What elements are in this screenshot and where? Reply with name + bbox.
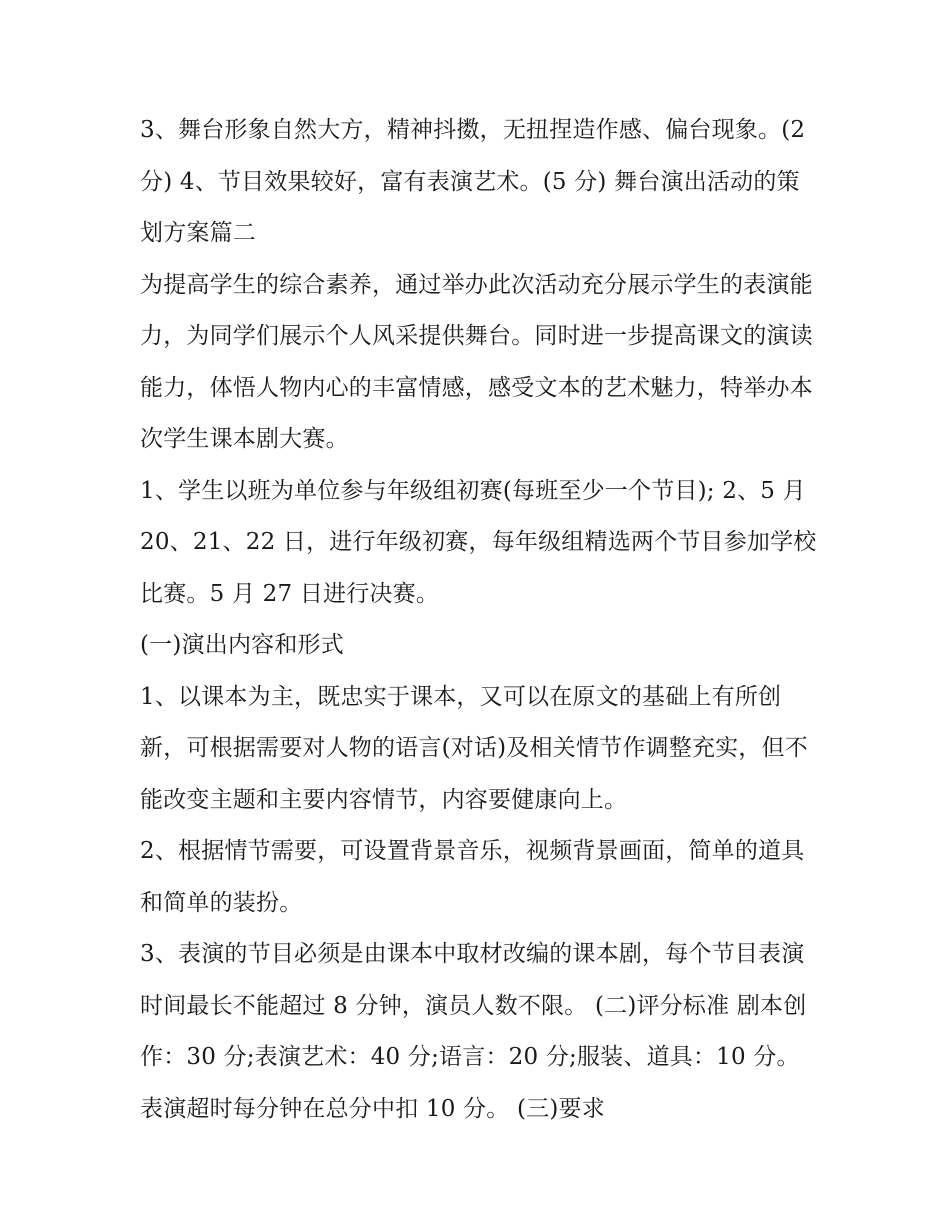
section-heading-content-form: (一)演出内容和形式	[140, 632, 344, 658]
paragraph-purpose: 为提高学生的综合素养，通过举办此次活动充分展示学生的表演能力，为同学们展示个人风采提供舞台。同时进一步提高课文的演读能力，体悟人物内心的丰富情感，感受文本的艺术魅力，特举办本次学生课本剧大赛。	[140, 271, 813, 452]
paragraph-content-rule-1: 1、以课本为主，既忠实于课本，又可以在原文的基础上有所创新，可根据需要对人物的语言(对话)及相关情节作调整充实，但不能改变主题和主要内容情节，内容要健康向上。	[140, 683, 808, 813]
paragraph-content-rule-2: 2、根据情节需要，可设置背景音乐，视频背景画面，简单的道具和简单的装扮。	[140, 838, 805, 916]
document-body	[140, 105, 820, 1135]
paragraph-stage-image-criteria: 3、舞台形象自然大方，精神抖擞，无扭捏造作感、偏台现象。(2 分) 4、节目效果较好，富有表演艺术。(5 分) 舞台演出活动的策划方案篇二	[140, 117, 806, 246]
paragraph-schedule: 1、学生以班为单位参与年级组初赛(每班至少一个节目); 2、5 月 20、21、22 日，进行年级初赛，每年级组精选两个节目参加学校比赛。5 月 27 日进行决赛。	[140, 477, 817, 607]
paragraph-content-rule-3-scoring: 3、表演的节目必须是由课本中取材改编的课本剧，每个节目表演时间最长不能超过 8 分钟，演员人数不限。 (二)评分标准 剧本创作：30 分;表演艺术：40 分;语言：20 分;服装、道具：10 分。表演超时每分钟在总分中扣 10 分。 (三)要求	[140, 941, 807, 1122]
